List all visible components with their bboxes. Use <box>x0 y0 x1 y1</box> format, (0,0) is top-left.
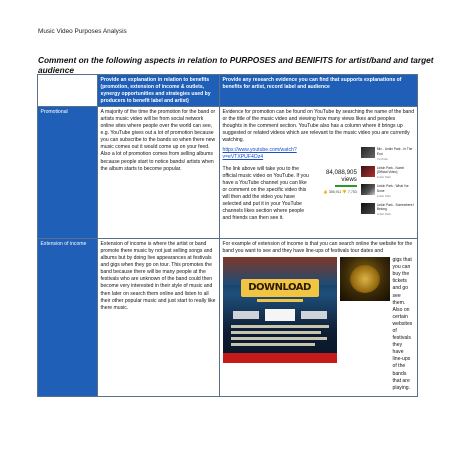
promotional-evidence-intro: Evidence for promotion can be found on YouTube by searching the name of the band or the title of the music video and viewing how many views likes and peoples thoughts in the comment section. YouTube also has a column where it brings up suggested or related videos which are relevant to the music video you are currently watching. <box>222 108 415 144</box>
page-heading: Comment on the following aspects in relation to PURPOSES and BENIFITS for artist/band and target audience <box>38 55 434 75</box>
youtube-video-link[interactable]: https://www.youtube.com/watch?v=eVTXPUF4Oz4 <box>222 147 297 161</box>
video-thumbnail[interactable] <box>361 147 375 158</box>
video-thumbnail[interactable] <box>361 184 375 195</box>
youtube-likes-up: 356,911 <box>328 190 342 195</box>
related-video-item[interactable]: Linkin Park - What I've Done Linkin Park <box>361 184 415 200</box>
table-header-row <box>38 75 418 107</box>
thumbs-down-icon[interactable]: 👎 <box>342 190 347 195</box>
row-label-promotional: Promotional <box>38 107 98 239</box>
youtube-likes-down: 7,753 <box>347 190 357 195</box>
promotional-evidence-cell <box>220 107 418 239</box>
like-ratio-bar <box>335 185 357 187</box>
youtube-view-count: 84,088,905 views <box>325 169 357 184</box>
festival-poster-image <box>223 257 337 363</box>
youtube-stats <box>314 147 357 222</box>
col-evidence-header: Provide any research evidence you can find that supports explanations of benefits for artist, record label and audience <box>220 75 418 107</box>
table-row-extension-of-income <box>38 239 418 397</box>
income-evidence-intro: For example of extension of income is that you can search online the website for the band you want to see and they have line-ups of festivals tour dates and <box>222 240 413 254</box>
promotional-evidence-after: The link above will take you to the official music video on YouTube. If you have a YouTube channel you can like or comment on the specific video this will then add the video you have selected and put it in your YouTube channels likes section where people and friends can then see it. <box>222 165 309 222</box>
related-video-item[interactable]: Linkin Park - Somewhere I Belong Linkin Park <box>361 203 415 219</box>
festival-images <box>223 257 415 392</box>
thumbs-up-icon[interactable]: 👍 <box>323 190 328 195</box>
row-label-extension-of-income: Extension of income <box>38 239 98 397</box>
video-thumbnail[interactable] <box>361 203 375 214</box>
income-evidence-side: gigs that you can buy the tickets and go see them. Also on certain websites of festivals they have line-ups of the bands that are playing. <box>392 257 413 391</box>
youtube-likes <box>314 190 357 195</box>
promotional-explanation-cell: A majority of the time the promotion for the band or artists music video will be from social network online sites where people over the world can see, e.g. YouTube gives out a lot of promotion because you can subscribe to the bands so when there new music comes out it would come up on your feed. Also a lot of promotion comes from selling albums because people start to notice bands/ artists when the album starts to become popular. <box>98 107 220 239</box>
related-videos-column <box>361 147 415 222</box>
festival-logo: DOWNLOAD <box>241 279 319 297</box>
income-explanation-cell: Extension of income is where the artist or band promote there music by not just selling songs and albums but by doing live appearances at festivals and gigs when they go on tour. This promotes the band because there will be many people at the festivals who are unknown of the band could then become very interested in their style of music and then later on search them online and listen to all their other popular music and just start to really like there music. <box>98 239 220 397</box>
youtube-screenshot <box>223 147 415 222</box>
analysis-table <box>37 74 418 397</box>
header-corner-cell <box>38 75 98 107</box>
col-explanation-header: Provide an explanation in relation to benefits (promotion, extension of income & outlets, synergy opportunities and strategies used by producers to benefit label and artist) <box>98 75 220 107</box>
document-header: Music Video Purposes Analysis <box>38 28 127 35</box>
income-evidence-cell <box>220 239 418 397</box>
youtube-text-column <box>223 147 311 222</box>
related-video-item[interactable]: Mix - Linkin Park - In The End YouTube <box>361 147 415 163</box>
video-thumbnail[interactable] <box>361 166 375 177</box>
table-row-promotional <box>38 107 418 239</box>
band-emblem-image <box>340 257 390 301</box>
related-video-item[interactable]: Linkin Park - Numb [Official Video] Linkin Park <box>361 166 415 182</box>
